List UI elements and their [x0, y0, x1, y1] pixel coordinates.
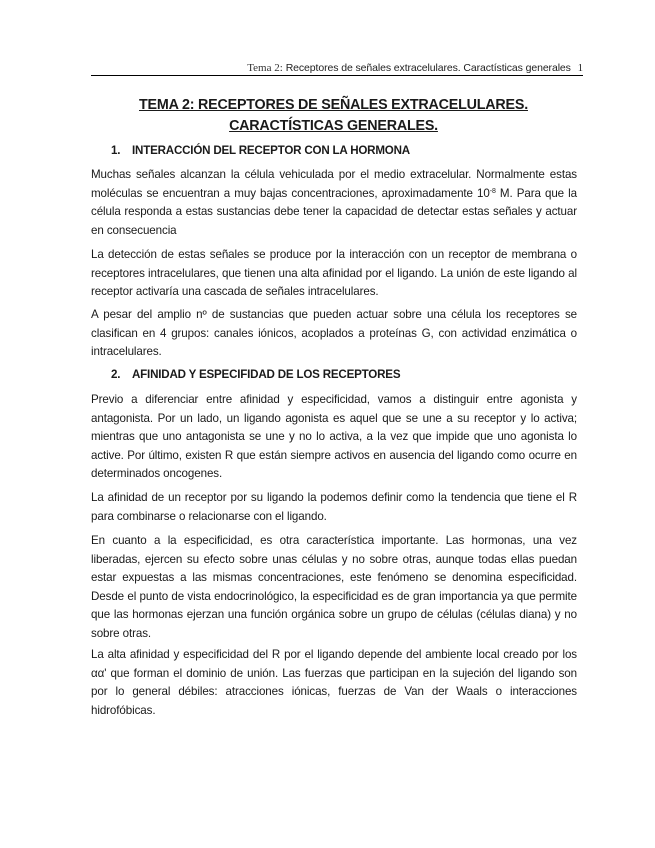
section-1-number: 1.: [111, 144, 121, 157]
section-2-paragraph-4: La alta afinidad y especificidad del R por el ligando depende del ambiente local creado por los αα' que forman el dominio de unión. Las fuerzas que participan en la sujeción del ligando son por lo general débiles: atracciones iónicas, fuerzas de Van der Waals o interacciones hidrofóbicas.: [91, 648, 577, 717]
section-1-title: INTERACCIÓN DEL RECEPTOR CON LA HORMONA: [132, 144, 410, 157]
section-1-heading: [111, 144, 410, 157]
section-1-paragraph-3: A pesar del amplio nº de sustancias que pueden actuar sobre una célula los receptores se clasifican en 4 grupos: canales iónicos, acoplados a proteínas G, con actividad enzimática o intracelulares.: [91, 308, 577, 358]
section-2-number: 2.: [111, 368, 121, 381]
header-chapter: Tema 2:: [247, 62, 283, 74]
section-2-paragraph-1: Previo a diferenciar entre afinidad y especificidad, vamos a distinguir entre agonista y antagonista. Por un lado, un ligando agonista es aquel que se une a su receptor y lo activa; mientras que uno antagonista se une y no lo activa, a la vez que impide que uno agonista lo active. Por último, existen R que están siempre activos en ausencia del ligando como ocurre en determinados oncogenes.: [91, 393, 577, 480]
document-title: TEMA 2: RECEPTORES DE SEÑALES EXTRACELULARES. CARACTÍSTICAS GENERALES.: [139, 97, 528, 134]
exponent: -8: [489, 187, 496, 195]
section-2-paragraph-3: En cuanto a la especificidad, es otra característica importante. Las hormonas, una vez liberadas, ejercen su efecto sobre unas células y no sobre otras, aunque todas ellas puedan estar expuestas a las mismas concentraciones, este fenómeno se denomina especificidad. Desde el punto de vista endocrinológico, la especificidad es de gran importancia ya que permite que las hormonas ejerzan una función orgánica sobre un grupo de células (células diana) y no sobre otras.: [91, 534, 577, 640]
paragraph-text: M. Para que la célula responda a estas sustancias debe tener la capacidad de detectar estas señales y actuar en consecuencia: [91, 186, 577, 237]
header-title: Receptores de señales extracelulares. Caractísticas generales: [285, 62, 571, 74]
section-2-title: AFINIDAD Y ESPECIFIDAD DE LOS RECEPTORES: [132, 368, 401, 381]
running-header: [91, 62, 583, 76]
section-1-paragraph-2: La detección de estas señales se produce por la interacción con un receptor de membrana o receptores intracelulares, que tienen una alta afinidad por el ligando. La unión de este ligando al receptor activaría una cascada de señales intracelulares.: [91, 248, 577, 298]
section-2-paragraph-2: La afinidad de un receptor por su ligando la podemos definir como la tendencia que tiene el R para combinarse o relacionarse con el ligando.: [91, 491, 577, 523]
paragraph-text: Muchas señales alcanzan la célula vehiculada por el medio extracelular. Normalmente estas moléculas se encuentran a muy bajas concentraciones, aproximadamente 10: [91, 168, 577, 200]
section-1-paragraph-1: [91, 166, 577, 240]
section-2-heading: [111, 368, 400, 381]
page-number: 1: [577, 63, 583, 74]
